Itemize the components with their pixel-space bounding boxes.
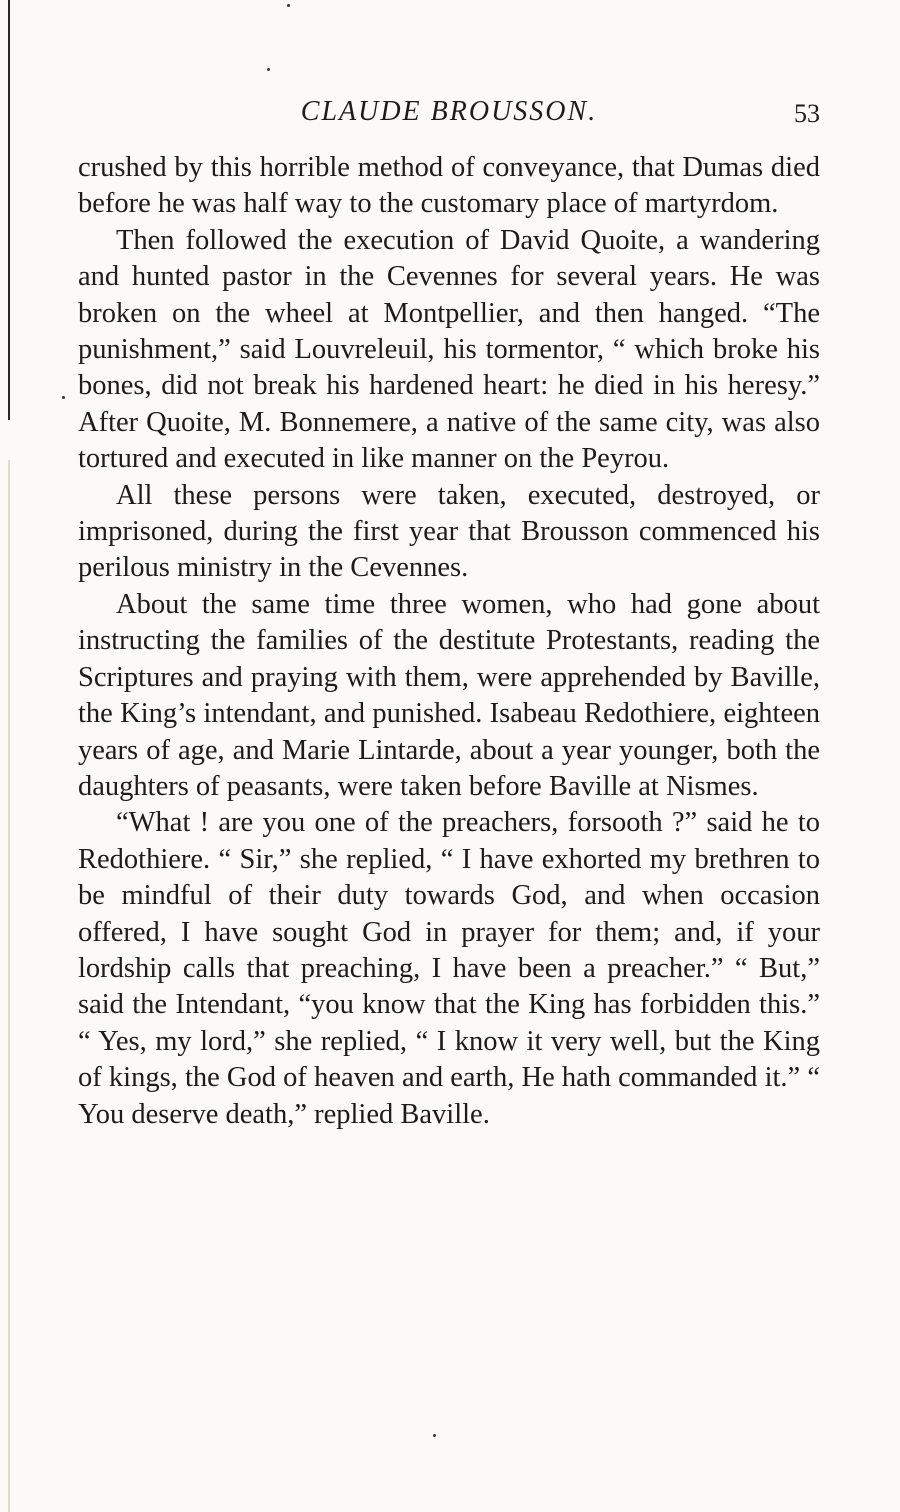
ink-speck: [287, 4, 290, 7]
ink-speck: [267, 68, 270, 71]
paragraph: crushed by this horrible method of conveyance, that Dumas died before he was half way to the customary place of martyrdom.: [78, 152, 820, 220]
paragraph: “What ! are you one of the preachers, forsooth ?” said he to Redothiere. “ Sir,” she replied, “ I have exhorted my brethren to be mindful of their duty towards God, and when occasion offered, I have sought God in prayer for them; and, if your lordship calls that preaching, I have been a preacher.” “ But,” said the Intendant, “you know that the King has forbidden this.” “ Yes, my lord,” she replied, “ I know it very well, but the King of kings, the God of heaven and earth, He hath commanded it.” “ You deserve death,” replied Baville.: [78, 807, 820, 1130]
page-number: 53: [794, 99, 820, 128]
paragraph: About the same time three women, who had gone about instructing the families of the destitute Protestants, reading the Scriptures and praying with them, were apprehended by Baville, the King’s intendant, and punished. Isabeau Redothiere, eighteen years of age, and Marie Lintarde, about a year younger, both the daughters of peasants, were taken before Baville at Nismes.: [78, 588, 820, 802]
binding-edge-shadow: [8, 460, 10, 1512]
paragraph: All these persons were taken, executed, destroyed, or imprisoned, during the first year that Brousson commenced his perilous ministry in the Cevennes.: [78, 479, 820, 584]
binding-edge-line: [8, 0, 10, 420]
paragraph: Then followed the execution of David Quoite, a wandering and hunted pastor in the Cevennes for several years. He was broken on the wheel at Montpellier, and then hanged. “The punishment,” said Louvreleuil, his tormentor, “ which broke his bones, did not break his hardened heart: he died in his heresy.” After Quoite, M. Bonnemere, a native of the same city, was also tortured and executed in like manner on the Peyrou.: [78, 224, 820, 475]
running-title: CLAUDE BROUSSON.: [300, 96, 598, 127]
ink-speck: [433, 1434, 436, 1437]
page-header: [78, 92, 820, 132]
body-text: [78, 150, 820, 1133]
ink-speck: [62, 396, 65, 399]
